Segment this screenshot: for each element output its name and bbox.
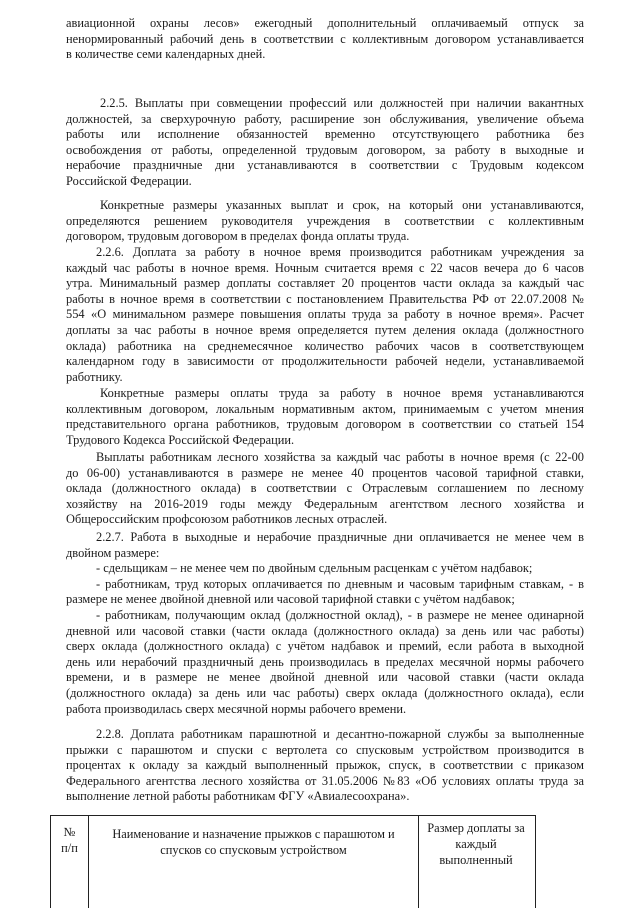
text-line: 2.2.5. Выплаты при совмещении профессий или должностей при наличии вакантных (100, 96, 584, 110)
header-text: № (63, 825, 76, 839)
list-item: - работникам, получающим оклад (должностной оклад), - в размере не менее одинарной (96, 607, 584, 622)
paragraph-2-2-5 (66, 96, 584, 190)
header-text: каждый (455, 837, 497, 851)
text-line: доплаты за час работы в ночное время определяется путем деления оклада (должностного (66, 322, 584, 337)
header-text: спусков со спусковым устройством (160, 843, 347, 857)
text-line: 2.2.7. Работа в выходные и нерабочие праздничные дни оплачивается не менее чем в (96, 530, 584, 544)
text-line: 2.2.6. Доплата за работу в ночное время производится работникам учреждения за (96, 245, 584, 259)
table-header-number (51, 816, 89, 908)
text-line: времени, и в размере не менее двойной дневной или часовой ставки (части оклада (66, 670, 584, 685)
text-line: хозяйству на 2016-2019 годы между Федеральным агентством лесного хозяйства и (66, 496, 584, 511)
text-line: Общероссийским профсоюзом работников лесных отраслей. (66, 512, 388, 527)
text-line: работнику. (66, 369, 123, 384)
paragraph-specific-amounts (66, 198, 584, 245)
header-text: Наименование и назначение прыжков с парашютом и (112, 827, 395, 841)
text-line: Федерального агентства лесного хозяйства от 31.05.2006 №83 «Об условиях оплаты труда за (66, 773, 584, 788)
table-header-name (89, 816, 419, 908)
text-line: до 06-00) устанавливаются в размере не менее 40 процентов часовой тарифной ставки, (66, 465, 584, 480)
header-text: Размер доплаты за (427, 821, 525, 835)
list-item: - сдельщикам – не менее чем по двойным сдельным расценкам с учётом надбавок; (96, 561, 533, 576)
text-line: работы в ночное время в соответствии с постановлением Правительства РФ от 22.07.2008 № (66, 291, 584, 306)
text-line: нерабочие праздничные дни устанавливаются в соответствии с Трудовым кодексом (66, 158, 584, 173)
text-line: утра. Минимальный размер доплаты составляет 20 процентов части оклада за каждый час (66, 276, 584, 291)
jump-payment-table (50, 815, 536, 908)
paragraph-vacation-end (66, 16, 584, 63)
text-line: Конкретные размеры указанных выплат и срок, на который они устанавливаются, (100, 198, 584, 212)
paragraph-2-2-7 (66, 530, 584, 717)
text-line: Российской Федерации. (66, 173, 192, 188)
list-item: - работникам, труд которых оплачивается по дневным и часовым тарифным ставкам, - в (96, 576, 584, 591)
text-line: оклада (должностного оклада) в соответствии с Отраслевым соглашением по лесному (66, 481, 584, 496)
text-line: авиационной охраны лесов» ежегодный дополнительный оплачиваемый отпуск за (66, 16, 584, 30)
text-line: 2.2.8. Доплата работникам парашютной и десантно-пожарной службы за выполненные (96, 727, 584, 741)
paragraph-forestry-night (66, 450, 584, 528)
header-text: п/п (61, 841, 78, 855)
table-header-payment (419, 816, 533, 908)
text-line: договором, трудовым договором в пределах фонда оплаты труда. (66, 229, 410, 244)
paragraph-2-2-6 (66, 245, 584, 385)
text-line: оклада) работника на среднемесячное количество рабочих часов в соответствующем (66, 338, 584, 353)
text-line: должностей, за сверхурочную работу, расширение зон обслуживания, увеличение объема (66, 111, 584, 126)
header-text: выполненный (439, 853, 513, 867)
text-line: размере не менее двойной дневной или часовой тарифной ставки с учётом надбавок; (66, 592, 515, 607)
text-line: двойном размере: (66, 545, 160, 560)
text-line: Выплаты работникам лесного хозяйства за каждый час работы в ночное время (с 22-00 (96, 450, 584, 464)
paragraph-night-specific (66, 386, 584, 448)
text-line: сверх оклада (должностного оклада) с учётом надбавок и премий, если работа в выходной (66, 639, 584, 654)
text-line: работы или исполнение обязанностей временно отсутствующего работника без (66, 127, 584, 142)
text-line: коллективным договором, локальным нормативным актом, принимаемым с учетом мнения (66, 401, 584, 416)
text-line: прыжки с парашютом и спуски с вертолета со спусковым устройством производится в (66, 742, 584, 757)
text-line: день или нерабочий праздничный день производилась в пределах месячной нормы рабочего (66, 654, 584, 669)
text-line: ненормированный рабочий день в соответствии с коллективным договором устанавливается (66, 31, 584, 46)
text-line: дневной или часовой ставки (части оклада (должностного оклада) за день или час работы) (66, 623, 584, 638)
text-line: календарном году в зависимости от продолжительности рабочей недели, устанавливаемой (66, 354, 584, 369)
text-line: Конкретные размеры оплаты труда за работу в ночное время устанавливаются (100, 386, 584, 400)
text-line: освобождения от работы, определенной трудовым договором, за работу в выходные и (66, 142, 584, 157)
text-line: Трудового Кодекса Российской Федерации. (66, 432, 295, 447)
text-line: работа производилась сверх месячной нормы рабочего времени. (66, 701, 407, 716)
text-line: определяются решением руководителя учреждения в соответствии с коллективным (66, 213, 584, 228)
text-line: в количестве семи календарных дней. (66, 47, 266, 62)
text-line: представительного органа работников, трудовым договором в соответствии со статьей 154 (66, 417, 584, 432)
text-line: 554 «О минимальном размере повышения оплаты труда за работу в ночное время». Расчет (66, 307, 584, 322)
text-line: выполнение летной работы работникам ФГУ «Авиалесоохрана». (66, 789, 410, 804)
text-line: (должностного оклада) за день или час работы) сверх оклада (должностного оклада), если (66, 685, 584, 700)
text-line: процентах к окладу за каждый выполненный прыжок, спуск, в соответствии с приказом (66, 758, 584, 773)
text-line: каждый час работы в ночное время. Ночным считается время с 22 часов вечера до 6 часов (66, 260, 584, 275)
paragraph-2-2-8 (66, 727, 584, 805)
